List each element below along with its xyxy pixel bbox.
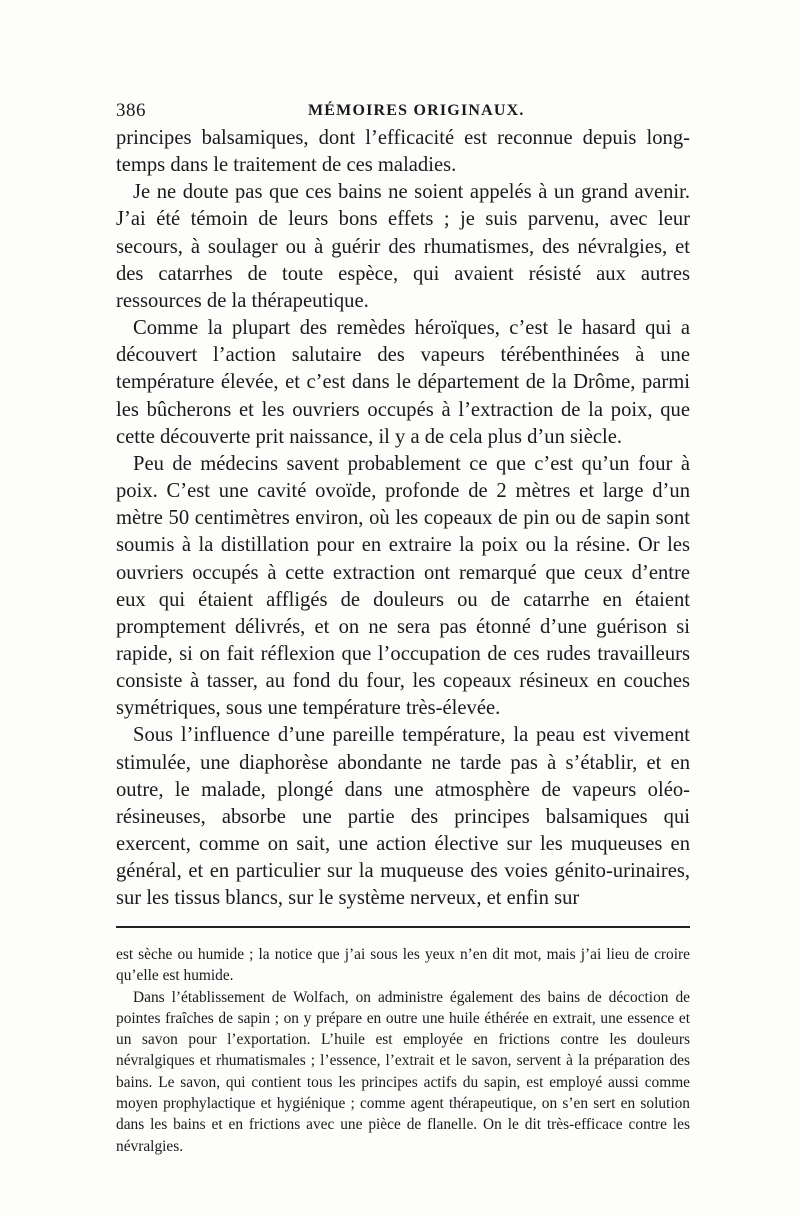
footnotes [116,944,690,1157]
running-head [116,100,690,126]
paragraph-bains-avenir: Je ne doute pas que ces bains ne soient appelés à un grand avenir. J’ai été témoin de leurs bons effets ; je suis parvenu, avec leur secours, à soulager ou à guérir des rhumatismes, des névralgies, et des catarrhes de toute espèce, qui avaient résisté aux autres ressources de la thérapeutique. [116,181,690,312]
paragraph-influence-temperature: Sous l’influence d’une pareille température, la peau est vivement stimulée, une diaphorèse abondante ne tarde pas à s’établir, et en outre, le malade, plongé dans une atmosphère de vapeurs oléo-résineuses, absorbe une partie des principes balsamiques qui exercent, comme on sait, une action élective sur les muqueuses en général, et en particulier sur la muqueuse des voies génito-urinaires, sur les tissus blancs, sur le système nerveux, et enfin sur [116,724,690,910]
page-number: 386 [116,100,146,121]
paragraph-continued: principes balsamiques, dont l’efficacité est reconnue depuis long-temps dans le traitement de ces maladies. [116,127,690,177]
main-text [116,125,690,913]
footnote-continued: est sèche ou humide ; la notice que j’ai sous les yeux n’en dit mot, mais j’ai lieu de croire qu’elle est humide. [116,946,690,985]
footnote-divider [116,926,690,928]
footnote-wolfach: Dans l’établissement de Wolfach, on administre également des bains de décoction de pointes fraîches de sapin ; on y prépare en outre une huile éthérée en extrait, une essence et un savon pour l’exportation. L’huile est employée en frictions contre les douleurs névralgiques et rhumatismales ; l’essence, l’extrait et le savon, servent à la préparation des bains. Le savon, qui contient tous les principes actifs du sapin, est employé aussi comme moyen prophylactique et hygiénique ; comme agent thérapeutique, on s’en sert en solution dans les bains et en frictions avec une pièce de flanelle. On le dit très-efficace contre les névralgies. [116,988,690,1155]
running-title: MÉMOIRES ORIGINAUX. [308,102,525,119]
paragraph-four-a-poix: Peu de médecins savent probablement ce que c’est qu’un four à poix. C’est une cavité ovoïde, profonde de 2 mètres et large d’un mètre 50 centimètres environ, où les copeaux de pin ou de sapin sont soumis à la distillation pour en extraire la poix ou la résine. Or les ouvriers occupés à cette extraction ont remarqué que ceux d’entre eux qui étaient affligés de douleurs ou de catarrhe en étaient promptement délivrés, et on ne sera pas étonné d’une guérison si rapide, si on fait réflexion que l’occupation de ces rudes travailleurs consiste à tasser, au fond du four, les copeaux résineux en couches symétriques, sous une température très-élevée. [116,452,690,720]
paragraph-decouverte: Comme la plupart des remèdes héroïques, c’est le hasard qui a découvert l’action salutaire des vapeurs térébenthinées à une température élevée, et c’est dans le département de la Drôme, parmi les bûcherons et les ouvriers occupés à l’extraction de la poix, que cette découverte prit naissance, il y a de cela plus d’un siècle. [116,317,690,448]
